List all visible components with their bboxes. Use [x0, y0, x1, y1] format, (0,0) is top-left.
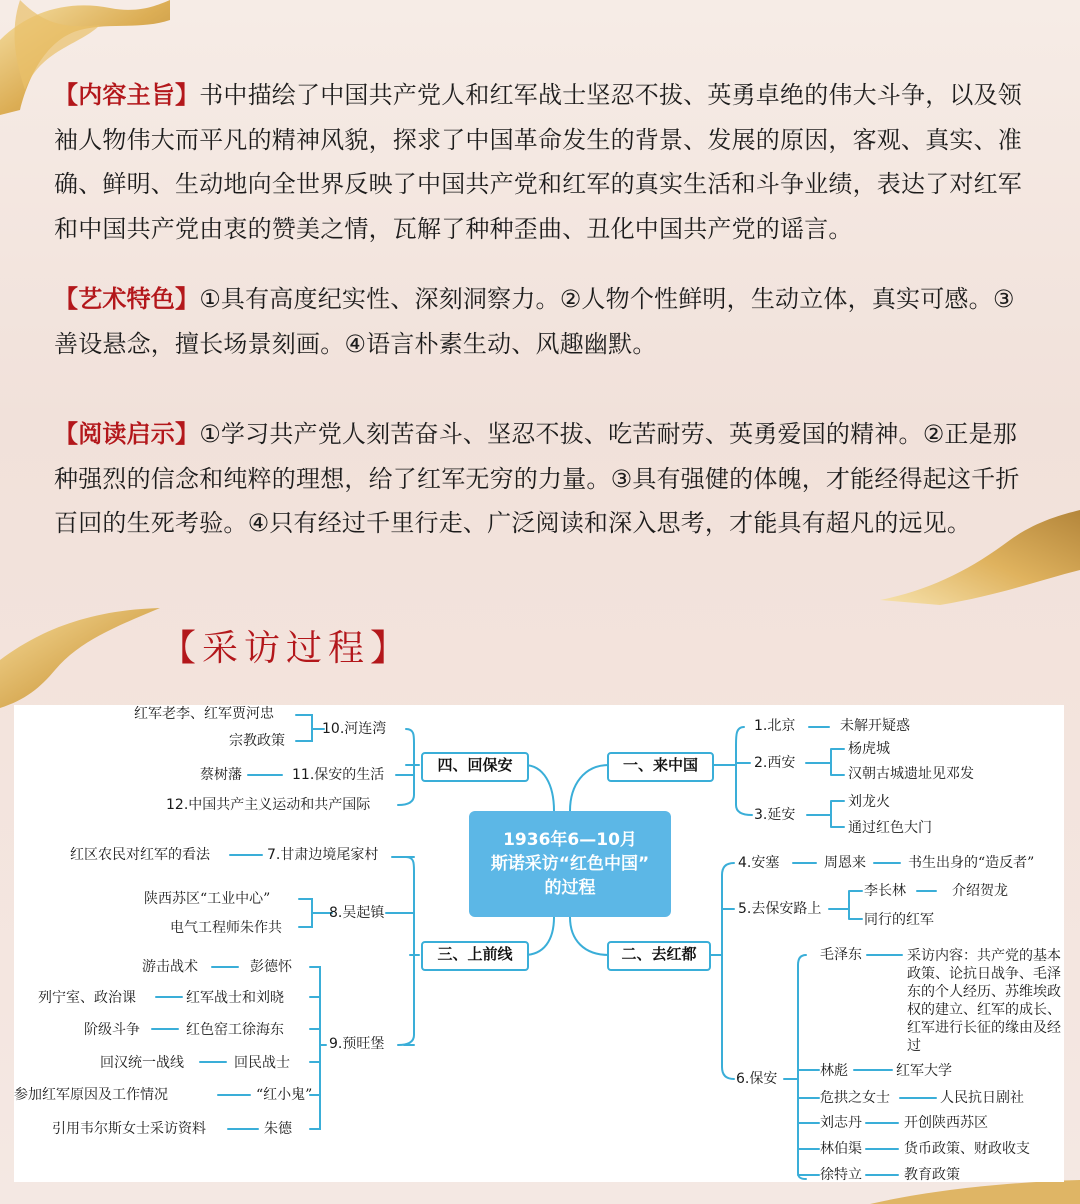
node-helianwan: 10.河连湾 — [322, 721, 387, 737]
node-xian-b: 汉朝古城遗址见邓发 — [848, 766, 974, 782]
node-weigongzhi-detail: 人民抗日剧社 — [940, 1090, 1024, 1106]
node-beijing-detail: 未解开疑惑 — [840, 718, 910, 734]
node-hongxiaogui-detail: 参加红军原因及工作情况 — [14, 1087, 168, 1103]
node-wuqi-b: 电气工程师朱作共 — [170, 920, 282, 936]
node-beijing: 1.北京 — [754, 718, 796, 734]
content-text: 书中描绘了中国共产党人和红军战士坚忍不拔、英勇卓绝的伟大斗争，以及领袖人物伟大而平凡的精神风貌，探求了中国革命发生的背景、发展的原因，客观、真实、准确、鲜明、生动地向全世界反映了中国共产党和红军的真实生活和斗争业绩，表达了对红军和中国共产党由衷的赞美之情，瓦解了种种歪曲、丑化中国共产党的谣言。 — [54, 81, 1023, 243]
branch-2: 二、去红都 — [607, 941, 711, 971]
node-liuzhidan-detail: 开创陕西苏区 — [904, 1115, 988, 1131]
node-baoan-life: 11.保安的生活 — [292, 767, 385, 783]
center-line3: 的过程 — [544, 878, 596, 898]
insight-text: ①学习共产党人刻苦奋斗、坚忍不拔、吃苦耐劳、英勇爱国的精神。②正是那种强烈的信念和纯粹的理想，给了红军无穷的力量。③具有强健的体魄，才能经得起这千折百回的生死考验。④只有经过千里行走、广泛阅读和深入思考，才能具有超凡的远见。 — [54, 420, 1020, 537]
node-pengdehuai-detail: 游击战术 — [142, 959, 198, 975]
node-xuhaidong-detail: 阶级斗争 — [84, 1022, 140, 1038]
node-mao-detail: 采访内容：共产党的基本政策、论抗日战争、毛泽东的个人经历、苏维埃政权的建立、红军的成长、红军进行长征的缘由及经过 — [907, 948, 1061, 1054]
node-liuzhidan: 刘志丹 — [820, 1115, 862, 1131]
node-yuwangbao: 9.预旺堡 — [329, 1036, 385, 1052]
art-tag: 【艺术特色】 — [54, 285, 200, 313]
node-ansai: 4.安塞 — [738, 855, 780, 871]
node-road-baoan: 5.去保安路上 — [738, 901, 822, 917]
node-linboqu-detail: 货币政策、财政收支 — [904, 1141, 1030, 1157]
node-baoan-life-a: 蔡树藩 — [200, 767, 242, 783]
branch-1: 一、来中国 — [607, 752, 714, 782]
node-zhude-detail: 引用韦尔斯女士采访资料 — [52, 1121, 206, 1137]
node-xuteli-detail: 教育政策 — [904, 1167, 960, 1183]
node-linbiao: 林彪 — [820, 1063, 848, 1079]
center-line2: 斯诺采访“红色中国” — [490, 854, 650, 874]
node-liuxiao-detail: 列宁室、政治课 — [38, 990, 136, 1006]
node-linboqu: 林伯渠 — [820, 1141, 862, 1157]
node-gansu-a: 红区农民对红军的看法 — [70, 847, 210, 863]
branch-4: 四、回保安 — [421, 752, 529, 782]
branch-3: 三、上前线 — [421, 941, 529, 971]
node-road-b: 同行的红军 — [864, 912, 934, 928]
node-weigongzhi: 危拱之女士 — [820, 1090, 890, 1106]
node-road-a: 李长林 — [864, 883, 906, 899]
node-xian-a: 杨虎城 — [848, 741, 890, 757]
node-baoan: 6.保安 — [736, 1071, 778, 1087]
node-helianwan-a: 红军老李、红军贾河忠 — [134, 706, 274, 722]
insight-tag: 【阅读启示】 — [54, 420, 200, 448]
art-text: ①具有高度纪实性、深刻洞察力。②人物个性鲜明，生动立体，真实可感。③善设悬念，擅长场景刻画。④语言朴素生动、风趣幽默。 — [54, 285, 1015, 358]
node-yanan-b: 通过红色大门 — [848, 820, 932, 836]
gold-ribbon-bottom-right — [870, 1180, 1080, 1204]
node-hongxiaogui: “红小鬼” — [256, 1087, 313, 1103]
node-wuqi-a: 陕西苏区“工业中心” — [144, 891, 271, 907]
node-wuqi: 8.吴起镇 — [329, 905, 385, 921]
node-huimin: 回民战士 — [234, 1055, 290, 1071]
node-ansai-a: 周恩来 — [824, 855, 866, 871]
node-yanan-a: 刘龙火 — [848, 794, 890, 810]
node-comintern: 12.中国共产主义运动和共产国际 — [166, 797, 371, 813]
node-xuteli: 徐特立 — [820, 1167, 862, 1183]
interview-title: 【采访过程】 — [160, 628, 413, 669]
node-xian: 2.西安 — [754, 755, 796, 771]
node-mao: 毛泽东 — [820, 947, 862, 963]
node-pengdehuai: 彭德怀 — [250, 959, 292, 975]
node-yanan: 3.延安 — [754, 807, 796, 823]
node-xuhaidong: 红色窑工徐海东 — [186, 1022, 284, 1038]
content-tag: 【内容主旨】 — [54, 81, 200, 109]
mind-map — [14, 705, 1064, 1182]
art-section — [54, 277, 1029, 366]
node-gansu: 7.甘肃边境尾家村 — [267, 847, 379, 863]
node-liuxiao: 红军战士和刘晓 — [186, 990, 284, 1006]
node-zhude: 朱德 — [264, 1121, 292, 1137]
center-line1: 1936年6—10月 — [503, 830, 637, 850]
node-ansai-b: 书生出身的“造反者” — [908, 855, 1035, 871]
content-section — [54, 73, 1029, 251]
gold-ribbon-mid-left — [0, 600, 170, 710]
center-node — [469, 811, 671, 917]
node-road-a1: 介绍贺龙 — [952, 883, 1008, 899]
insight-section — [54, 412, 1029, 546]
node-linbiao-detail: 红军大学 — [896, 1063, 952, 1079]
node-helianwan-b: 宗教政策 — [229, 733, 285, 749]
node-huimin-detail: 回汉统一战线 — [100, 1055, 184, 1071]
